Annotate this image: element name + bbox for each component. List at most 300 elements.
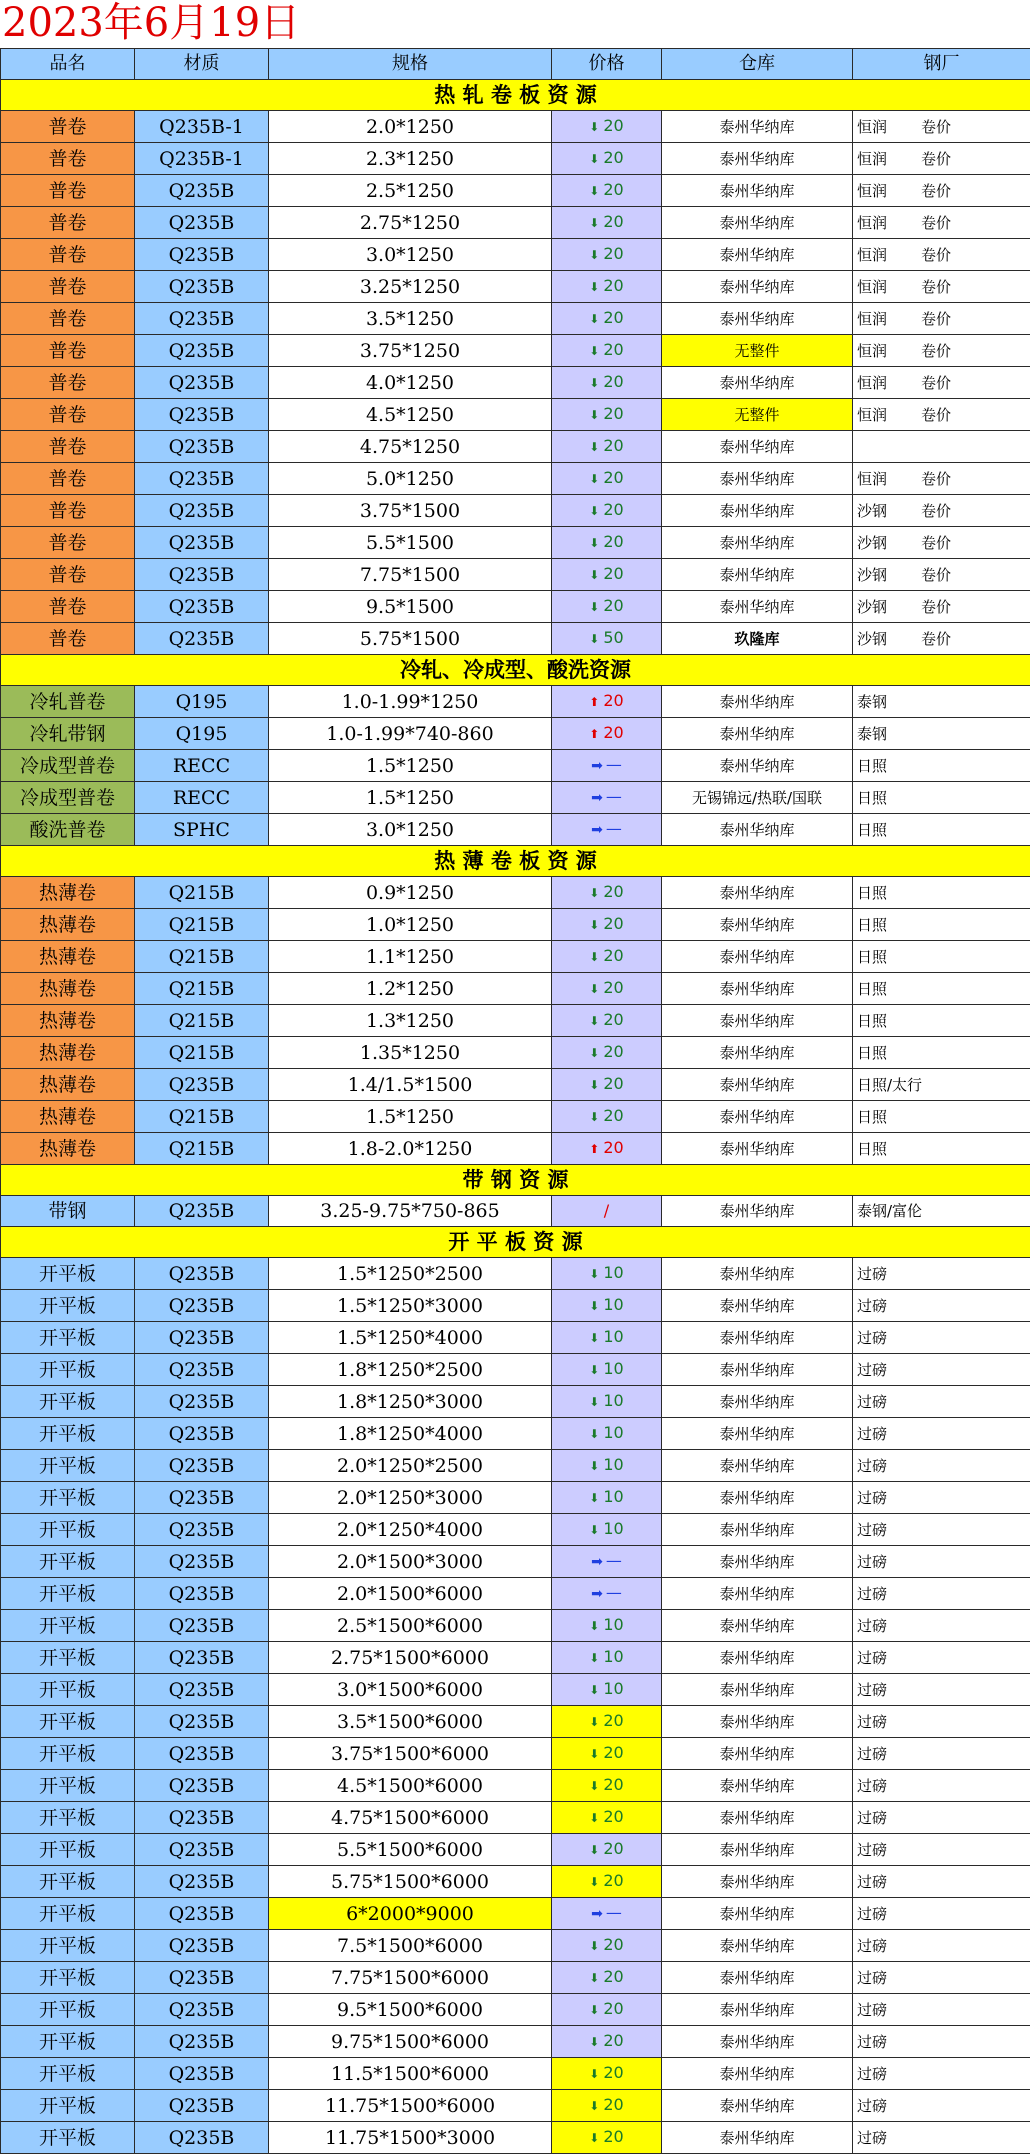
mill-cell	[853, 1482, 1030, 1514]
warehouse-cell: 泰州华纳库	[662, 1101, 853, 1133]
product-name-cell: 开平板	[1, 1578, 135, 1610]
price-change-value: 10	[603, 1519, 623, 1538]
price-change-value: 10	[603, 1455, 623, 1474]
price-cell	[552, 1386, 662, 1418]
spec-cell: 1.35*1250	[269, 1037, 552, 1069]
table-row	[1, 1802, 1030, 1834]
price-cell	[552, 367, 662, 399]
arrow-right-icon: ➡	[591, 822, 603, 838]
price-change-value: 20	[603, 468, 623, 487]
price-cell	[552, 1610, 662, 1642]
mill-name: 过磅	[857, 1611, 921, 1641]
material-cell: Q215B	[135, 877, 269, 909]
mill-name: 过磅	[857, 1451, 921, 1481]
arrow-down-icon: ⬇	[589, 1779, 599, 1793]
warehouse-cell: 泰州华纳库	[662, 271, 853, 303]
price-change-value: 20	[603, 1807, 623, 1826]
mill-name: 过磅	[857, 1739, 921, 1769]
price-change-value: 20	[603, 532, 623, 551]
price-cell	[552, 2090, 662, 2122]
spec-cell: 1.5*1250*2500	[269, 1258, 552, 1290]
arrow-down-icon: ⬇	[589, 1078, 599, 1092]
mill-cell	[853, 239, 1030, 271]
arrow-down-icon: ⬇	[589, 1651, 599, 1665]
material-cell: Q235B	[135, 1322, 269, 1354]
mill-cell	[853, 1706, 1030, 1738]
price-change-value: 20	[603, 2031, 623, 2050]
mill-name: 沙钢	[857, 592, 921, 622]
table-row	[1, 2026, 1030, 2058]
price-change-value: 20	[603, 1775, 623, 1794]
material-cell: Q235B	[135, 399, 269, 431]
price-change-value: 20	[603, 340, 623, 359]
price-cell	[552, 1354, 662, 1386]
spec-cell: 1.5*1250*3000	[269, 1290, 552, 1322]
material-cell: Q235B	[135, 335, 269, 367]
material-cell: Q235B-1	[135, 143, 269, 175]
mill-cell	[853, 1610, 1030, 1642]
material-cell: Q235B	[135, 1834, 269, 1866]
material-cell: RECC	[135, 750, 269, 782]
warehouse-cell: 泰州华纳库	[662, 1386, 853, 1418]
mill-cell	[853, 782, 1030, 814]
warehouse-cell: 泰州华纳库	[662, 495, 853, 527]
warehouse-cell: 泰州华纳库	[662, 1482, 853, 1514]
arrow-down-icon: ⬇	[589, 2035, 599, 2049]
material-cell: Q235B	[135, 303, 269, 335]
product-name-cell: 开平板	[1, 1258, 135, 1290]
price-cell	[552, 1005, 662, 1037]
arrow-down-icon: ⬇	[589, 152, 599, 166]
spec-cell: 0.9*1250	[269, 877, 552, 909]
table-row	[1, 239, 1030, 271]
warehouse-cell: 泰州华纳库	[662, 686, 853, 718]
product-name-cell: 普卷	[1, 143, 135, 175]
arrow-down-icon: ⬇	[589, 280, 599, 294]
price-cell	[552, 2122, 662, 2154]
price-change-value: 20	[603, 978, 623, 997]
section-title: 冷轧、冷成型、酸洗资源	[1, 655, 1030, 686]
table-row	[1, 1546, 1030, 1578]
spec-cell: 5.75*1500*6000	[269, 1866, 552, 1898]
table-row	[1, 399, 1030, 431]
warehouse-cell: 泰州华纳库	[662, 1962, 853, 1994]
mill-name: 过磅	[857, 1963, 921, 1993]
spec-cell: 3.5*1250	[269, 303, 552, 335]
material-cell: Q215B	[135, 1037, 269, 1069]
price-change-value: 10	[603, 1615, 623, 1634]
mill-cell	[853, 1037, 1030, 1069]
material-cell: Q235B	[135, 239, 269, 271]
material-cell: Q215B	[135, 973, 269, 1005]
mill-name: 过磅	[857, 1419, 921, 1449]
price-change-value: 10	[603, 1327, 623, 1346]
product-name-cell: 开平板	[1, 2026, 135, 2058]
price-change-value: —	[606, 1903, 622, 1922]
arrow-down-icon: ⬇	[589, 1363, 599, 1377]
material-cell: Q235B	[135, 431, 269, 463]
arrow-down-icon: ⬇	[589, 2067, 599, 2081]
price-cell	[552, 973, 662, 1005]
price-basis-note: 卷价	[921, 342, 951, 360]
product-name-cell: 开平板	[1, 1322, 135, 1354]
table-row	[1, 1642, 1030, 1674]
warehouse-cell: 泰州华纳库	[662, 1450, 853, 1482]
table-row	[1, 1322, 1030, 1354]
mill-name: 日照/太行	[857, 1070, 921, 1100]
table-row	[1, 1994, 1030, 2026]
table-row	[1, 1770, 1030, 1802]
table-row	[1, 1005, 1030, 1037]
price-table-body	[1, 49, 1030, 2154]
arrow-down-icon: ⬇	[589, 1875, 599, 1889]
spec-cell: 11.75*1500*3000	[269, 2122, 552, 2154]
mill-cell	[853, 431, 1030, 463]
spec-cell: 4.75*1500*6000	[269, 1802, 552, 1834]
warehouse-cell: 泰州华纳库	[662, 1196, 853, 1227]
mill-name: 过磅	[857, 2059, 921, 2089]
price-cell	[552, 399, 662, 431]
price-cell	[552, 877, 662, 909]
spec-cell: 7.75*1500	[269, 559, 552, 591]
mill-name: 过磅	[857, 1387, 921, 1417]
mill-name: 日照	[857, 815, 921, 845]
table-row	[1, 303, 1030, 335]
material-cell: Q235B	[135, 1866, 269, 1898]
mill-name: 过磅	[857, 1323, 921, 1353]
warehouse-cell: 泰州华纳库	[662, 431, 853, 463]
material-cell: Q235B	[135, 591, 269, 623]
price-change-value: 20	[603, 2095, 623, 2114]
mill-cell	[853, 1738, 1030, 1770]
table-row	[1, 175, 1030, 207]
price-change-value: 10	[603, 1423, 623, 1442]
price-change-value: 20	[603, 946, 623, 965]
price-cell	[552, 1069, 662, 1101]
table-row	[1, 1101, 1030, 1133]
mill-name: 泰钢/富伦	[857, 1196, 921, 1226]
product-name-cell: 普卷	[1, 111, 135, 143]
product-name-cell: 热薄卷	[1, 1101, 135, 1133]
price-cell	[552, 111, 662, 143]
table-row	[1, 814, 1030, 846]
price-change-value: 20	[603, 1010, 623, 1029]
price-cell	[552, 175, 662, 207]
mill-name: 恒润	[857, 240, 921, 270]
mill-cell	[853, 1354, 1030, 1386]
spec-cell: 3.75*1250	[269, 335, 552, 367]
arrow-down-icon: ⬇	[589, 1747, 599, 1761]
price-change-value: 10	[603, 1295, 623, 1314]
mill-cell	[853, 367, 1030, 399]
material-cell: Q215B	[135, 1101, 269, 1133]
price-change-value: 20	[603, 1999, 623, 2018]
mill-cell	[853, 1450, 1030, 1482]
mill-cell	[853, 1930, 1030, 1962]
table-row	[1, 1069, 1030, 1101]
warehouse-cell: 泰州华纳库	[662, 2026, 853, 2058]
mill-cell	[853, 686, 1030, 718]
price-basis-note: 卷价	[921, 374, 951, 392]
warehouse-cell: 无整件	[662, 335, 853, 367]
product-name-cell: 带钢	[1, 1196, 135, 1227]
mill-cell	[853, 303, 1030, 335]
arrow-down-icon: ⬇	[589, 1299, 599, 1313]
table-row	[1, 750, 1030, 782]
price-change-value: 20	[603, 148, 623, 167]
material-cell: Q235B	[135, 2026, 269, 2058]
spec-cell: 4.5*1250	[269, 399, 552, 431]
material-cell: Q235B	[135, 1770, 269, 1802]
material-cell: Q235B	[135, 1994, 269, 2026]
mill-cell	[853, 1866, 1030, 1898]
mill-cell	[853, 111, 1030, 143]
arrow-down-icon: ⬇	[589, 440, 599, 454]
mill-cell	[853, 175, 1030, 207]
material-cell: Q235B	[135, 1578, 269, 1610]
material-cell: Q195	[135, 686, 269, 718]
material-cell: Q235B	[135, 2090, 269, 2122]
warehouse-cell: 泰州华纳库	[662, 1802, 853, 1834]
price-change-value: 10	[603, 1263, 623, 1282]
price-change-value: 20	[603, 276, 623, 295]
material-cell: Q235B	[135, 623, 269, 655]
mill-name: 日照	[857, 751, 921, 781]
spec-cell: 2.0*1250*2500	[269, 1450, 552, 1482]
price-basis-note: 卷价	[921, 598, 951, 616]
warehouse-cell: 泰州华纳库	[662, 877, 853, 909]
arrow-down-icon: ⬇	[589, 504, 599, 518]
mill-name: 过磅	[857, 1675, 921, 1705]
price-cell	[552, 559, 662, 591]
column-header-spec: 规格	[269, 49, 552, 80]
mill-cell	[853, 495, 1030, 527]
warehouse-cell: 泰州华纳库	[662, 1005, 853, 1037]
warehouse-cell: 泰州华纳库	[662, 1578, 853, 1610]
product-name-cell: 开平板	[1, 1834, 135, 1866]
table-row	[1, 559, 1030, 591]
spec-cell: 5.5*1500	[269, 527, 552, 559]
arrow-down-icon: ⬇	[589, 1811, 599, 1825]
price-change-value: 20	[603, 1871, 623, 1890]
mill-name: 日照	[857, 878, 921, 908]
price-change-value: 50	[603, 628, 623, 647]
warehouse-cell: 泰州华纳库	[662, 1770, 853, 1802]
product-name-cell: 开平板	[1, 1770, 135, 1802]
material-cell: Q235B	[135, 1450, 269, 1482]
mill-name: 过磅	[857, 1707, 921, 1737]
arrow-down-icon: ⬇	[589, 1683, 599, 1697]
table-row	[1, 527, 1030, 559]
spec-cell: 2.5*1500*6000	[269, 1610, 552, 1642]
spec-cell: 4.75*1250	[269, 431, 552, 463]
price-change-value: 10	[603, 1679, 623, 1698]
price-change-value: 20	[603, 723, 623, 742]
warehouse-cell: 泰州华纳库	[662, 591, 853, 623]
mill-name: 过磅	[857, 1899, 921, 1929]
product-name-cell: 冷轧带钢	[1, 718, 135, 750]
column-header-mill: 钢厂	[853, 49, 1030, 80]
arrow-down-icon: ⬇	[589, 376, 599, 390]
product-name-cell: 普卷	[1, 239, 135, 271]
price-cell	[552, 591, 662, 623]
mill-cell	[853, 2122, 1030, 2154]
table-row	[1, 1866, 1030, 1898]
arrow-down-icon: ⬇	[589, 120, 599, 134]
product-name-cell: 开平板	[1, 1930, 135, 1962]
spec-cell: 1.8*1250*2500	[269, 1354, 552, 1386]
price-cell	[552, 1962, 662, 1994]
mill-name: 泰钢	[857, 719, 921, 749]
price-cell	[552, 1418, 662, 1450]
price-change-value: 20	[603, 1743, 623, 1762]
warehouse-cell: 无锡锦远/热联/国联	[662, 782, 853, 814]
mill-name: 恒润	[857, 176, 921, 206]
price-cell	[552, 1482, 662, 1514]
product-name-cell: 普卷	[1, 367, 135, 399]
arrow-down-icon: ⬇	[589, 2003, 599, 2017]
table-row	[1, 1898, 1030, 1930]
price-change-value: 10	[603, 1647, 623, 1666]
price-change-value: 20	[603, 116, 623, 135]
warehouse-cell: 泰州华纳库	[662, 1642, 853, 1674]
price-cell	[552, 1738, 662, 1770]
table-row	[1, 1258, 1030, 1290]
warehouse-cell: 泰州华纳库	[662, 1322, 853, 1354]
table-row	[1, 207, 1030, 239]
spec-cell: 11.75*1500*6000	[269, 2090, 552, 2122]
arrow-down-icon: ⬇	[589, 1395, 599, 1409]
table-row	[1, 1133, 1030, 1165]
mill-name: 过磅	[857, 1931, 921, 1961]
spec-cell: 5.0*1250	[269, 463, 552, 495]
mill-name: 恒润	[857, 304, 921, 334]
table-row	[1, 623, 1030, 655]
price-cell	[552, 335, 662, 367]
material-cell: Q235B	[135, 527, 269, 559]
price-cell	[552, 303, 662, 335]
arrow-down-icon: ⬇	[589, 1014, 599, 1028]
warehouse-cell: 泰州华纳库	[662, 1674, 853, 1706]
arrow-down-icon: ⬇	[589, 1110, 599, 1124]
price-change-value: 10	[603, 1359, 623, 1378]
price-basis-note: 卷价	[921, 246, 951, 264]
material-cell: Q235B	[135, 1706, 269, 1738]
warehouse-cell: 泰州华纳库	[662, 750, 853, 782]
price-change-value: 20	[603, 1839, 623, 1858]
product-name-cell: 普卷	[1, 271, 135, 303]
spec-cell: 7.75*1500*6000	[269, 1962, 552, 1994]
mill-cell	[853, 623, 1030, 655]
product-name-cell: 开平板	[1, 1386, 135, 1418]
warehouse-cell: 泰州华纳库	[662, 1354, 853, 1386]
material-cell: Q235B	[135, 1962, 269, 1994]
price-change-value: 20	[603, 2127, 623, 2146]
price-change-value: —	[606, 1551, 622, 1570]
spec-cell: 2.5*1250	[269, 175, 552, 207]
spec-cell: 2.0*1500*6000	[269, 1578, 552, 1610]
price-change-value: 20	[603, 500, 623, 519]
warehouse-cell: 泰州华纳库	[662, 1994, 853, 2026]
spec-cell: 1.5*1250	[269, 750, 552, 782]
arrow-down-icon: ⬇	[589, 886, 599, 900]
mill-name: 恒润	[857, 400, 921, 430]
mill-name: 过磅	[857, 1867, 921, 1897]
price-basis-note: 卷价	[921, 118, 951, 136]
product-name-cell: 开平板	[1, 1290, 135, 1322]
price-change-value: 20	[603, 1042, 623, 1061]
mill-cell	[853, 1418, 1030, 1450]
warehouse-cell: 泰州华纳库	[662, 1133, 853, 1165]
price-cell	[552, 686, 662, 718]
table-row	[1, 143, 1030, 175]
mill-cell	[853, 1069, 1030, 1101]
arrow-down-icon: ⬇	[589, 632, 599, 646]
warehouse-cell: 泰州华纳库	[662, 527, 853, 559]
product-name-cell: 普卷	[1, 591, 135, 623]
mill-cell	[853, 1802, 1030, 1834]
material-cell: Q215B	[135, 909, 269, 941]
product-name-cell: 开平板	[1, 2090, 135, 2122]
price-change-value: 20	[603, 2063, 623, 2082]
spec-cell: 2.75*1500*6000	[269, 1642, 552, 1674]
price-change-value: 20	[603, 914, 623, 933]
mill-cell	[853, 1133, 1030, 1165]
product-name-cell: 开平板	[1, 1450, 135, 1482]
price-change-value: 20	[603, 212, 623, 231]
material-cell: Q235B	[135, 1069, 269, 1101]
product-name-cell: 开平板	[1, 2058, 135, 2090]
material-cell: Q235B	[135, 1642, 269, 1674]
price-change-value: 20	[603, 1967, 623, 1986]
mill-cell	[853, 1994, 1030, 2026]
mill-cell	[853, 2058, 1030, 2090]
product-name-cell: 开平板	[1, 1514, 135, 1546]
price-basis-note: 卷价	[921, 406, 951, 424]
mill-cell	[853, 271, 1030, 303]
warehouse-cell: 泰州华纳库	[662, 1738, 853, 1770]
spec-cell: 3.5*1500*6000	[269, 1706, 552, 1738]
table-row	[1, 1196, 1030, 1227]
mill-cell	[853, 1898, 1030, 1930]
mill-cell	[853, 1674, 1030, 1706]
price-basis-note: 卷价	[921, 630, 951, 648]
table-row	[1, 1290, 1030, 1322]
product-name-cell: 开平板	[1, 1866, 135, 1898]
mill-name: 过磅	[857, 1771, 921, 1801]
warehouse-cell: 泰州华纳库	[662, 1418, 853, 1450]
warehouse-cell: 泰州华纳库	[662, 559, 853, 591]
price-cell	[552, 1546, 662, 1578]
price-cell	[552, 207, 662, 239]
warehouse-cell: 泰州华纳库	[662, 463, 853, 495]
spec-cell: 3.75*1500*6000	[269, 1738, 552, 1770]
price-change-value: 20	[603, 1935, 623, 1954]
price-change-value: —	[606, 787, 622, 806]
arrow-down-icon: ⬇	[589, 600, 599, 614]
mill-name: 恒润	[857, 144, 921, 174]
spec-cell: 7.5*1500*6000	[269, 1930, 552, 1962]
spec-cell: 3.75*1500	[269, 495, 552, 527]
material-cell: Q235B-1	[135, 111, 269, 143]
table-row	[1, 1738, 1030, 1770]
spec-cell: 1.5*1250*4000	[269, 1322, 552, 1354]
table-row	[1, 782, 1030, 814]
arrow-down-icon: ⬇	[589, 1971, 599, 1985]
warehouse-cell: 玖隆库	[662, 623, 853, 655]
price-change-value: /	[604, 1201, 609, 1220]
mill-name: 过磅	[857, 1483, 921, 1513]
